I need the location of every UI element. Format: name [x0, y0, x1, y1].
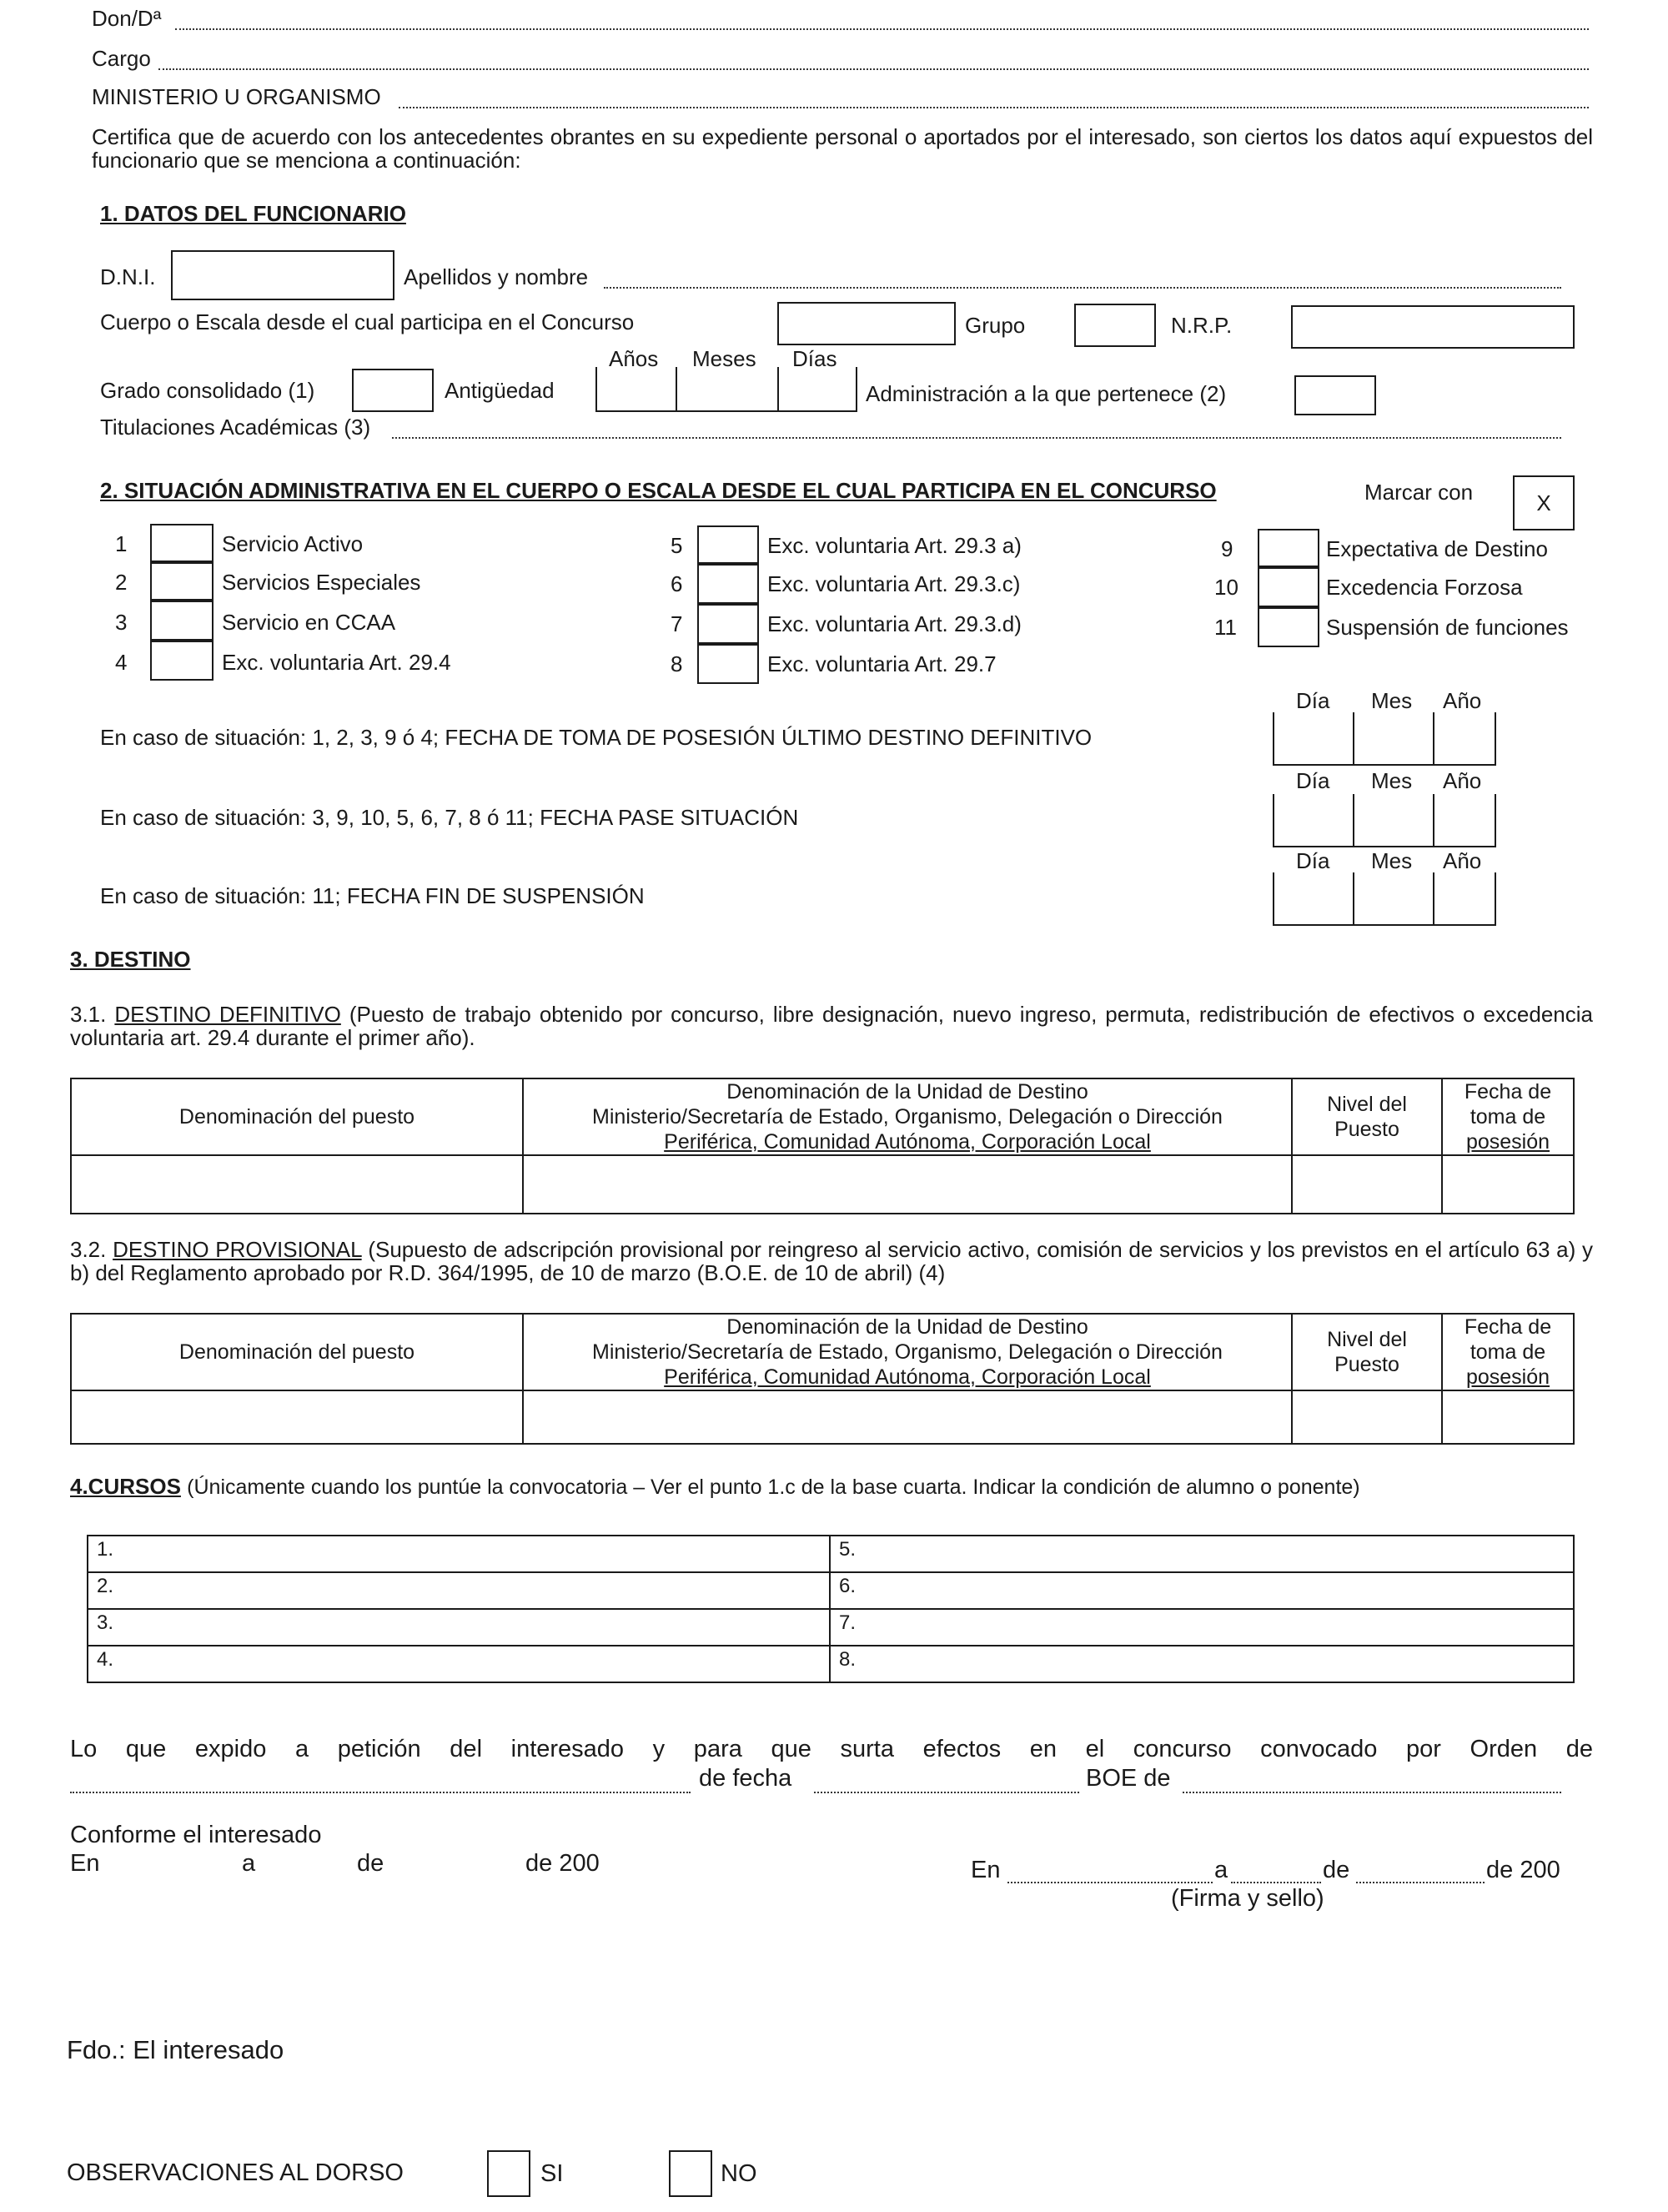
- mes-label: Mes: [1371, 688, 1413, 713]
- firma-dia-field[interactable]: [1231, 1882, 1321, 1883]
- situacion-num: 1: [115, 531, 128, 556]
- destino-definitivo-desc: (Puesto de trabajo obtenido por concurso, libre designación, nuevo ingreso, permuta, redistribución de efectivos o excedencia voluntaria art. 29.4 durante el primer año).: [70, 1002, 1593, 1050]
- curso-cell-6[interactable]: [830, 1572, 1574, 1609]
- th-unidad-line2: Ministerio/Secretaría de Estado, Organismo, Delegación o Dirección: [592, 1105, 1223, 1129]
- th-fecha: [1442, 1078, 1574, 1155]
- boe-de-label: BOE de: [1086, 1765, 1171, 1792]
- provisional-fecha-cell[interactable]: [1442, 1390, 1574, 1444]
- th-nivel-line1: Nivel del: [1327, 1093, 1407, 1116]
- meses-label: Meses: [692, 346, 756, 371]
- conforme-de: de: [357, 1850, 384, 1877]
- situacion-num: 4: [115, 650, 128, 675]
- destino-definitivo-num: 3.1.: [70, 1002, 107, 1027]
- marcar-x-example: [1513, 475, 1575, 530]
- cursos-heading: [70, 1473, 1360, 1501]
- apellidos-field[interactable]: [604, 287, 1561, 289]
- situacion-checkbox-4[interactable]: [150, 641, 214, 681]
- th-fecha-line2: toma de: [1470, 1340, 1546, 1364]
- situacion-num: 7: [671, 611, 683, 636]
- marcar-label: Marcar con: [1364, 480, 1474, 505]
- antiguedad-meses-field[interactable]: [676, 367, 677, 412]
- fecha-fin-suspension-input[interactable]: [1273, 924, 1496, 926]
- th-nivel: [1292, 1314, 1442, 1390]
- date-divider: [1273, 794, 1274, 847]
- section3-title: 3. DESTINO: [70, 947, 191, 972]
- cargo-label: Cargo: [92, 46, 151, 71]
- situacion-label: Expectativa de Destino: [1326, 536, 1548, 561]
- curso-num: 3.: [97, 1611, 114, 1634]
- destino-definitivo-table: [70, 1078, 1575, 1214]
- curso-num: 1.: [97, 1538, 114, 1561]
- administracion-input[interactable]: [1294, 375, 1376, 415]
- grupo-input[interactable]: [1074, 304, 1156, 347]
- dia-label: Día: [1296, 848, 1330, 873]
- destino-provisional-num: 3.2.: [70, 1237, 107, 1262]
- grupo-label: Grupo: [965, 313, 1026, 338]
- situacion-num: 10: [1214, 575, 1238, 600]
- destino-provisional-text: [70, 1238, 1593, 1284]
- situacion-checkbox-2[interactable]: [150, 562, 214, 601]
- definitivo-unidad-cell[interactable]: [523, 1155, 1292, 1214]
- don-field[interactable]: [175, 28, 1589, 30]
- dias-label: Días: [792, 346, 837, 371]
- situacion-num: 2: [115, 570, 128, 595]
- th-fecha-line3: posesión: [1465, 1365, 1550, 1389]
- nrp-label: N.R.P.: [1171, 313, 1233, 338]
- antiguedad-dias-field[interactable]: [777, 367, 779, 412]
- date-divider: [1433, 712, 1434, 766]
- certifica-text: Certifica que de acuerdo con los antecedentes obrantes en su expediente personal o aportados por el interesado, son ciertos los datos aquí expuestos del funcionario que se menciona a continuación:: [92, 124, 1593, 173]
- situacion-num: 3: [115, 610, 128, 635]
- antiguedad-label: Antigüedad: [445, 378, 555, 403]
- nrp-input[interactable]: [1291, 305, 1575, 349]
- destino-definitivo-text: [70, 1003, 1593, 1049]
- date-divider: [1495, 872, 1496, 926]
- destino-definitivo-title: DESTINO DEFINITIVO: [114, 1002, 341, 1027]
- date-divider: [1353, 872, 1354, 926]
- situacion-num: 11: [1214, 615, 1237, 640]
- date-divider: [1433, 872, 1434, 926]
- th-nivel-line1: Nivel del: [1327, 1328, 1407, 1351]
- observaciones-label: OBSERVACIONES AL DORSO: [67, 2159, 404, 2186]
- dia-label: Día: [1296, 768, 1330, 793]
- situacion-label: Exc. voluntaria Art. 29.3.c): [767, 571, 1021, 596]
- ministerio-field[interactable]: [399, 107, 1589, 108]
- don-label: Don/Dª: [92, 6, 162, 31]
- date-divider: [1495, 794, 1496, 847]
- fecha-fin-suspension-label: En caso de situación: 11; FECHA FIN DE SUSPENSIÓN: [100, 883, 645, 908]
- curso-num: 7.: [839, 1611, 857, 1634]
- curso-cell-7[interactable]: [830, 1609, 1574, 1646]
- situacion-checkbox-7[interactable]: [697, 604, 759, 644]
- section4-title: 4.CURSOS: [70, 1474, 181, 1499]
- firma-sello-label: (Firma y sello): [1171, 1885, 1324, 1912]
- expido-text: Lo que expido a petición del interesado y para que surta efectos en el concurso convocado por Orden de: [70, 1736, 1593, 1762]
- situacion-label: Exc. voluntaria Art. 29.3 a): [767, 533, 1022, 558]
- dia-label: Día: [1296, 688, 1330, 713]
- th-fecha: [1442, 1314, 1574, 1390]
- th-unidad-line1: Denominación de la Unidad de Destino: [726, 1080, 1088, 1103]
- th-unidad: [523, 1078, 1292, 1155]
- situacion-label: Excedencia Forzosa: [1326, 575, 1523, 600]
- curso-num: 5.: [839, 1538, 857, 1561]
- cuerpo-label: Cuerpo o Escala desde el cual participa en el Concurso: [100, 309, 635, 334]
- date-divider: [1273, 712, 1274, 766]
- situacion-num: 5: [671, 533, 683, 558]
- firma-de: de: [1323, 1857, 1350, 1883]
- situacion-checkbox-3[interactable]: [150, 601, 214, 641]
- grado-input[interactable]: [352, 369, 434, 412]
- apellidos-label: Apellidos y nombre: [404, 264, 589, 289]
- cuerpo-input[interactable]: [777, 302, 956, 345]
- firma-mes-field[interactable]: [1356, 1882, 1485, 1883]
- curso-cell-5[interactable]: [830, 1536, 1574, 1572]
- cursos-table: [87, 1535, 1575, 1683]
- fecha-orden-field[interactable]: [814, 1792, 1079, 1793]
- fecha-toma-posesion-input[interactable]: [1273, 764, 1496, 766]
- situacion-checkbox-6[interactable]: [697, 564, 759, 604]
- provisional-unidad-cell[interactable]: [523, 1390, 1292, 1444]
- cargo-field[interactable]: [158, 68, 1589, 70]
- provisional-nivel-cell[interactable]: [1292, 1390, 1442, 1444]
- situacion-label: Servicio en CCAA: [222, 610, 396, 635]
- curso-num: 4.: [97, 1648, 114, 1671]
- dni-label: D.N.I.: [100, 264, 156, 289]
- no-label: NO: [721, 2160, 757, 2187]
- destino-provisional-desc: (Supuesto de adscripción provisional por reingreso al servicio activo, comisión de servicios y los previstos en el artículo 63 a) y b) del Reglamento aprobado por R.D. 364/1995, de 10 de marzo (B.O.E. de 10 de abril) (4): [70, 1237, 1593, 1285]
- situacion-checkbox-8[interactable]: [697, 644, 759, 684]
- th-nivel: [1292, 1078, 1442, 1155]
- titulaciones-label: Titulaciones Académicas (3): [100, 415, 371, 440]
- titulaciones-field[interactable]: [392, 437, 1561, 439]
- curso-cell-8[interactable]: [830, 1646, 1574, 1682]
- th-unidad-line1: Denominación de la Unidad de Destino: [726, 1315, 1088, 1339]
- dni-input[interactable]: [171, 250, 394, 300]
- situacion-label: Servicios Especiales: [222, 570, 421, 595]
- conforme-en: En: [70, 1850, 100, 1877]
- fdo-interesado-label: Fdo.: El interesado: [67, 2035, 284, 2064]
- de-fecha-label: de fecha: [699, 1765, 792, 1792]
- curso-cell-3[interactable]: [88, 1609, 830, 1646]
- situacion-checkbox-11[interactable]: [1258, 607, 1319, 647]
- situacion-checkbox-1[interactable]: [150, 524, 214, 562]
- th-fecha-line1: Fecha de: [1464, 1315, 1552, 1339]
- th-puesto: [71, 1078, 523, 1155]
- fecha-toma-posesion-label: En caso de situación: 1, 2, 3, 9 ó 4; FECHA DE TOMA DE POSESIÓN ÚLTIMO DESTINO DEFINITIVO: [100, 725, 1093, 750]
- orden-field[interactable]: [70, 1792, 691, 1793]
- th-unidad: [523, 1314, 1292, 1390]
- curso-cell-4[interactable]: [88, 1646, 830, 1682]
- firma-en: En: [971, 1857, 1001, 1883]
- date-divider: [1495, 712, 1496, 766]
- observaciones-no-checkbox[interactable]: [669, 2150, 712, 2197]
- antiguedad-end-line: [856, 367, 857, 412]
- ano-label: Año: [1443, 768, 1482, 793]
- th-fecha-line1: Fecha de: [1464, 1080, 1552, 1103]
- situacion-checkbox-9[interactable]: [1258, 529, 1319, 567]
- situacion-label: Exc. voluntaria Art. 29.3.d): [767, 611, 1022, 636]
- firma-lugar-field[interactable]: [1007, 1882, 1213, 1883]
- date-divider: [1353, 794, 1354, 847]
- situacion-label: Exc. voluntaria Art. 29.4: [222, 650, 451, 675]
- ano-label: Año: [1443, 848, 1482, 873]
- conforme-de200: de 200: [525, 1850, 600, 1877]
- destino-provisional-table: [70, 1313, 1575, 1445]
- date-divider: [1353, 712, 1354, 766]
- mes-label: Mes: [1371, 768, 1413, 793]
- observaciones-si-checkbox[interactable]: [487, 2150, 530, 2197]
- marcar-x: X: [1536, 490, 1551, 515]
- curso-num: 6.: [839, 1575, 857, 1597]
- curso-cell-1[interactable]: [88, 1536, 830, 1572]
- th-puesto: [71, 1314, 523, 1390]
- definitivo-fecha-cell[interactable]: [1442, 1155, 1574, 1214]
- th-puesto-label: Denominación del puesto: [178, 1105, 415, 1129]
- firma-a: a: [1214, 1857, 1228, 1883]
- ministerio-label: MINISTERIO U ORGANISMO: [92, 84, 381, 109]
- th-unidad-line3: Periférica, Comunidad Autónoma, Corporación Local: [664, 1130, 1151, 1154]
- grado-label: Grado consolidado (1): [100, 378, 315, 403]
- antiguedad-anos-field[interactable]: [595, 367, 597, 412]
- section1-title: 1. DATOS DEL FUNCIONARIO: [100, 201, 406, 226]
- section2-title: 2. SITUACIÓN ADMINISTRATIVA EN EL CUERPO O ESCALA DESDE EL CUAL PARTICIPA EN EL CONCURSO: [100, 478, 1217, 503]
- th-unidad-line2: Ministerio/Secretaría de Estado, Organismo, Delegación o Dirección: [592, 1340, 1223, 1364]
- si-label: SI: [540, 2160, 564, 2187]
- situacion-num: 6: [671, 571, 683, 596]
- definitivo-puesto-cell[interactable]: [71, 1155, 523, 1214]
- situacion-checkbox-5[interactable]: [697, 525, 759, 564]
- administracion-label: Administración a la que pertenece (2): [866, 381, 1227, 406]
- boe-field[interactable]: [1183, 1792, 1561, 1793]
- curso-cell-2[interactable]: [88, 1572, 830, 1609]
- definitivo-nivel-cell[interactable]: [1292, 1155, 1442, 1214]
- th-fecha-line2: toma de: [1470, 1105, 1546, 1129]
- curso-num: 8.: [839, 1648, 857, 1671]
- situacion-num: 9: [1221, 536, 1233, 561]
- antiguedad-baseline: [595, 410, 857, 412]
- curso-num: 2.: [97, 1575, 114, 1597]
- mes-label: Mes: [1371, 848, 1413, 873]
- situacion-label: Servicio Activo: [222, 531, 364, 556]
- provisional-puesto-cell[interactable]: [71, 1390, 523, 1444]
- date-divider: [1273, 872, 1274, 926]
- th-fecha-line3: posesión: [1465, 1130, 1550, 1154]
- situacion-label: Suspensión de funciones: [1326, 615, 1569, 640]
- th-puesto-label: Denominación del puesto: [178, 1340, 415, 1364]
- th-nivel-line2: Puesto: [1334, 1118, 1399, 1141]
- th-nivel-line2: Puesto: [1334, 1353, 1399, 1376]
- situacion-label: Exc. voluntaria Art. 29.7: [767, 651, 997, 676]
- fecha-pase-situacion-label: En caso de situación: 3, 9, 10, 5, 6, 7, 8 ó 11; FECHA PASE SITUACIÓN: [100, 805, 799, 830]
- anos-label: Años: [609, 346, 659, 371]
- date-divider: [1433, 794, 1434, 847]
- conforme-a: a: [242, 1850, 256, 1877]
- cursos-description: (Únicamente cuando los puntúe la convocatoria – Ver el punto 1.c de la base cuarta. Indicar la condición de alumno o ponente): [187, 1476, 1360, 1499]
- destino-provisional-title: DESTINO PROVISIONAL: [113, 1237, 362, 1262]
- situacion-num: 8: [671, 651, 683, 676]
- firma-de200: de 200: [1486, 1857, 1560, 1883]
- situacion-checkbox-10[interactable]: [1258, 567, 1319, 607]
- conforme-label: Conforme el interesado: [70, 1822, 322, 1848]
- ano-label: Año: [1443, 688, 1482, 713]
- th-unidad-line3: Periférica, Comunidad Autónoma, Corporación Local: [664, 1365, 1151, 1389]
